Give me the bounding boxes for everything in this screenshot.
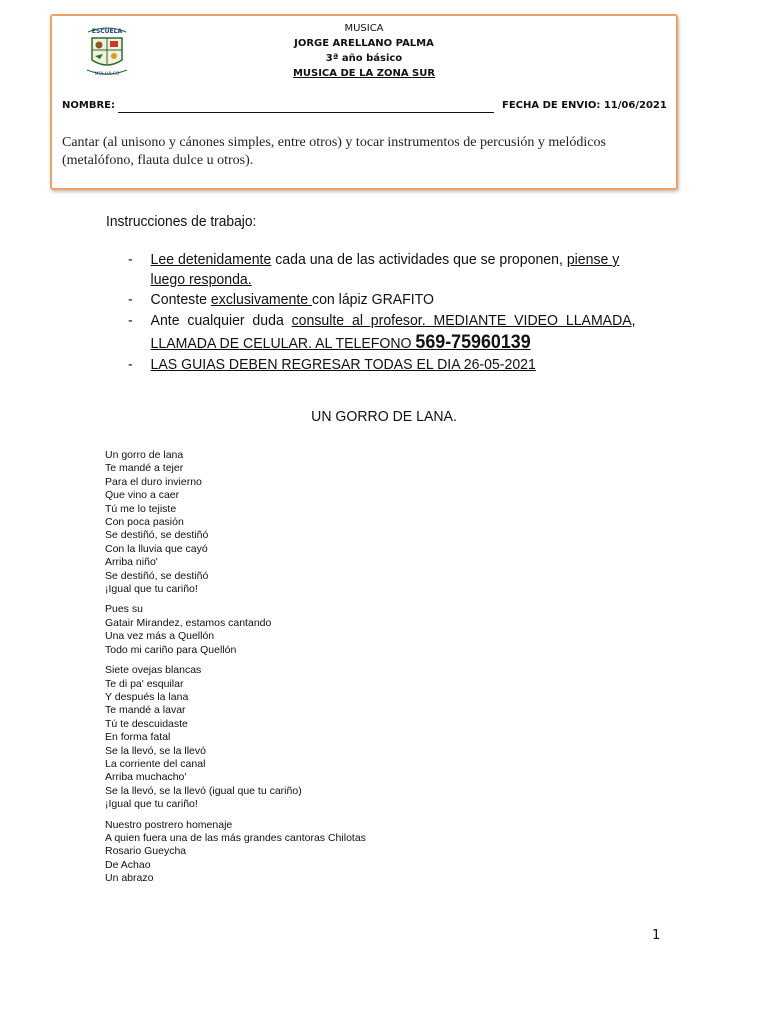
logo-text-bottom: MOLLULCO bbox=[94, 72, 120, 77]
learning-objective: Cantar (al unisono y cánones simples, entre otros) y tocar instrumentos de percusión y melódicos (metalófono, flauta dulce u otros). bbox=[62, 135, 606, 168]
instructions-list bbox=[128, 250, 668, 375]
song-lyrics bbox=[105, 449, 366, 893]
stanza-1 bbox=[105, 449, 366, 596]
lyric-line: Un gorro de lana bbox=[105, 449, 184, 461]
lyric-line: Pues su bbox=[105, 603, 143, 616]
send-date: FECHA DE ENVIO: 11/06/2021 bbox=[502, 100, 667, 111]
lyric-line: Con la lluvia que cayó bbox=[105, 542, 208, 555]
lyric-line: Para el duro invierno bbox=[105, 475, 202, 488]
instruction-2-part-b: exclusivamente bbox=[210, 291, 313, 308]
lyric-line: Se la llevó, se la llevó (igual que tu cariño) bbox=[105, 784, 302, 797]
instruction-1-part-a: Lee detenidamente bbox=[150, 251, 272, 268]
phone-number: 569-75960139 bbox=[415, 332, 531, 353]
lyric-line: Gatair Mirandez, estamos cantando bbox=[105, 616, 272, 629]
name-label: NOMBRE: bbox=[62, 100, 115, 111]
instruction-item-3: - Ante cualquier duda consulte al profesor. MEDIANTE VIDEO LLAMADA, LLAMADA DE CELULAR. AL TELEFONO 569-75960139 bbox=[128, 312, 636, 353]
unit-title: MUSICA DE LA ZONA SUR bbox=[292, 68, 436, 79]
lyric-line: Rosario Gueycha bbox=[105, 845, 187, 858]
lyric-line: Que vino a caer bbox=[105, 489, 180, 502]
lyric-line: Y después la lana bbox=[105, 690, 189, 703]
lyric-line: Arriba niño' bbox=[105, 556, 158, 569]
lyric-line: ¡Igual que tu cariño! bbox=[105, 798, 198, 811]
instruction-1-part-c: piense y luego responda. bbox=[150, 251, 620, 288]
header-titles bbox=[52, 21, 676, 81]
lyric-line: Te mandé a lavar bbox=[105, 704, 186, 717]
lyric-line: Te di pa' esquilar bbox=[105, 677, 184, 690]
lyric-line: En forma fatal bbox=[105, 731, 171, 744]
lyric-line: Un abrazo bbox=[105, 872, 154, 885]
name-input-line[interactable] bbox=[118, 112, 494, 113]
lyric-line: Te mandé a tejer bbox=[105, 462, 184, 475]
lyric-line: Se destiñó, se destiñó bbox=[105, 569, 209, 582]
stanza-3 bbox=[105, 664, 366, 811]
lyric-line: La corriente del canal bbox=[105, 757, 206, 770]
page-number: 1 bbox=[652, 928, 661, 943]
instruction-item-4: - LAS GUIAS DEBEN REGRESAR TODAS EL DIA 26-05-2021 bbox=[128, 356, 536, 373]
lyric-line: Arriba muchacho' bbox=[105, 771, 187, 784]
instruction-3-part-b: consulte al profesor. MEDIANTE VIDEO LLAMADA, LLAMADA DE CELULAR. AL TELEFONO bbox=[150, 312, 636, 352]
instruction-item-1: - Lee detenidamente cada una de las actividades que se proponen, piense y luego responda. bbox=[128, 251, 620, 288]
lyric-line: Tú me lo tejiste bbox=[105, 502, 177, 515]
song-title: UN GORRO DE LANA. bbox=[311, 408, 457, 425]
instruction-2-part-c: con lápiz GRAFITO bbox=[312, 291, 435, 308]
stanza-2 bbox=[105, 603, 366, 657]
grade-label: 3ª año básico bbox=[325, 53, 403, 64]
subject-title: MUSICA bbox=[344, 23, 384, 34]
lyric-line: A quien fuera una de las más grandes cantoras Chilotas bbox=[105, 831, 366, 844]
teacher-name: JORGE ARELLANO PALMA bbox=[294, 38, 434, 49]
song-title-wrap bbox=[23, 408, 745, 425]
instruction-1-part-b: cada una de las actividades que se proponen, bbox=[271, 251, 567, 268]
lyric-line: Se destiñó, se destiñó bbox=[105, 529, 209, 542]
lyric-line: De Achao bbox=[105, 858, 151, 871]
header-box bbox=[50, 14, 678, 190]
instruction-3-part-a: Ante cualquier duda bbox=[150, 312, 292, 329]
lyric-line: Se la llevó, se la llevó bbox=[105, 744, 206, 757]
logo-text-top: ESCUELA bbox=[91, 28, 123, 35]
lyric-line: Todo mi cariño para Quellón bbox=[105, 643, 237, 656]
lyric-line: Con poca pasión bbox=[105, 516, 184, 529]
instruction-4-text: LAS GUIAS DEBEN REGRESAR TODAS EL DIA 26-05-2021 bbox=[150, 356, 536, 373]
lyric-line: ¡Igual que tu cariño! bbox=[105, 583, 198, 596]
lyric-line: Nuestro postrero homenaje bbox=[105, 818, 233, 831]
instruction-2-part-a: Conteste bbox=[150, 291, 211, 308]
instruction-item-2: - Conteste exclusivamente con lápiz GRAFITO bbox=[128, 291, 435, 308]
lyric-line: Siete ovejas blancas bbox=[105, 664, 202, 677]
lyric-line: Una vez más a Quellón bbox=[105, 630, 215, 643]
instructions-title: Instrucciones de trabajo: bbox=[106, 213, 257, 230]
lyric-line: Tú te descuidaste bbox=[105, 717, 188, 730]
stanza-4 bbox=[105, 819, 366, 886]
